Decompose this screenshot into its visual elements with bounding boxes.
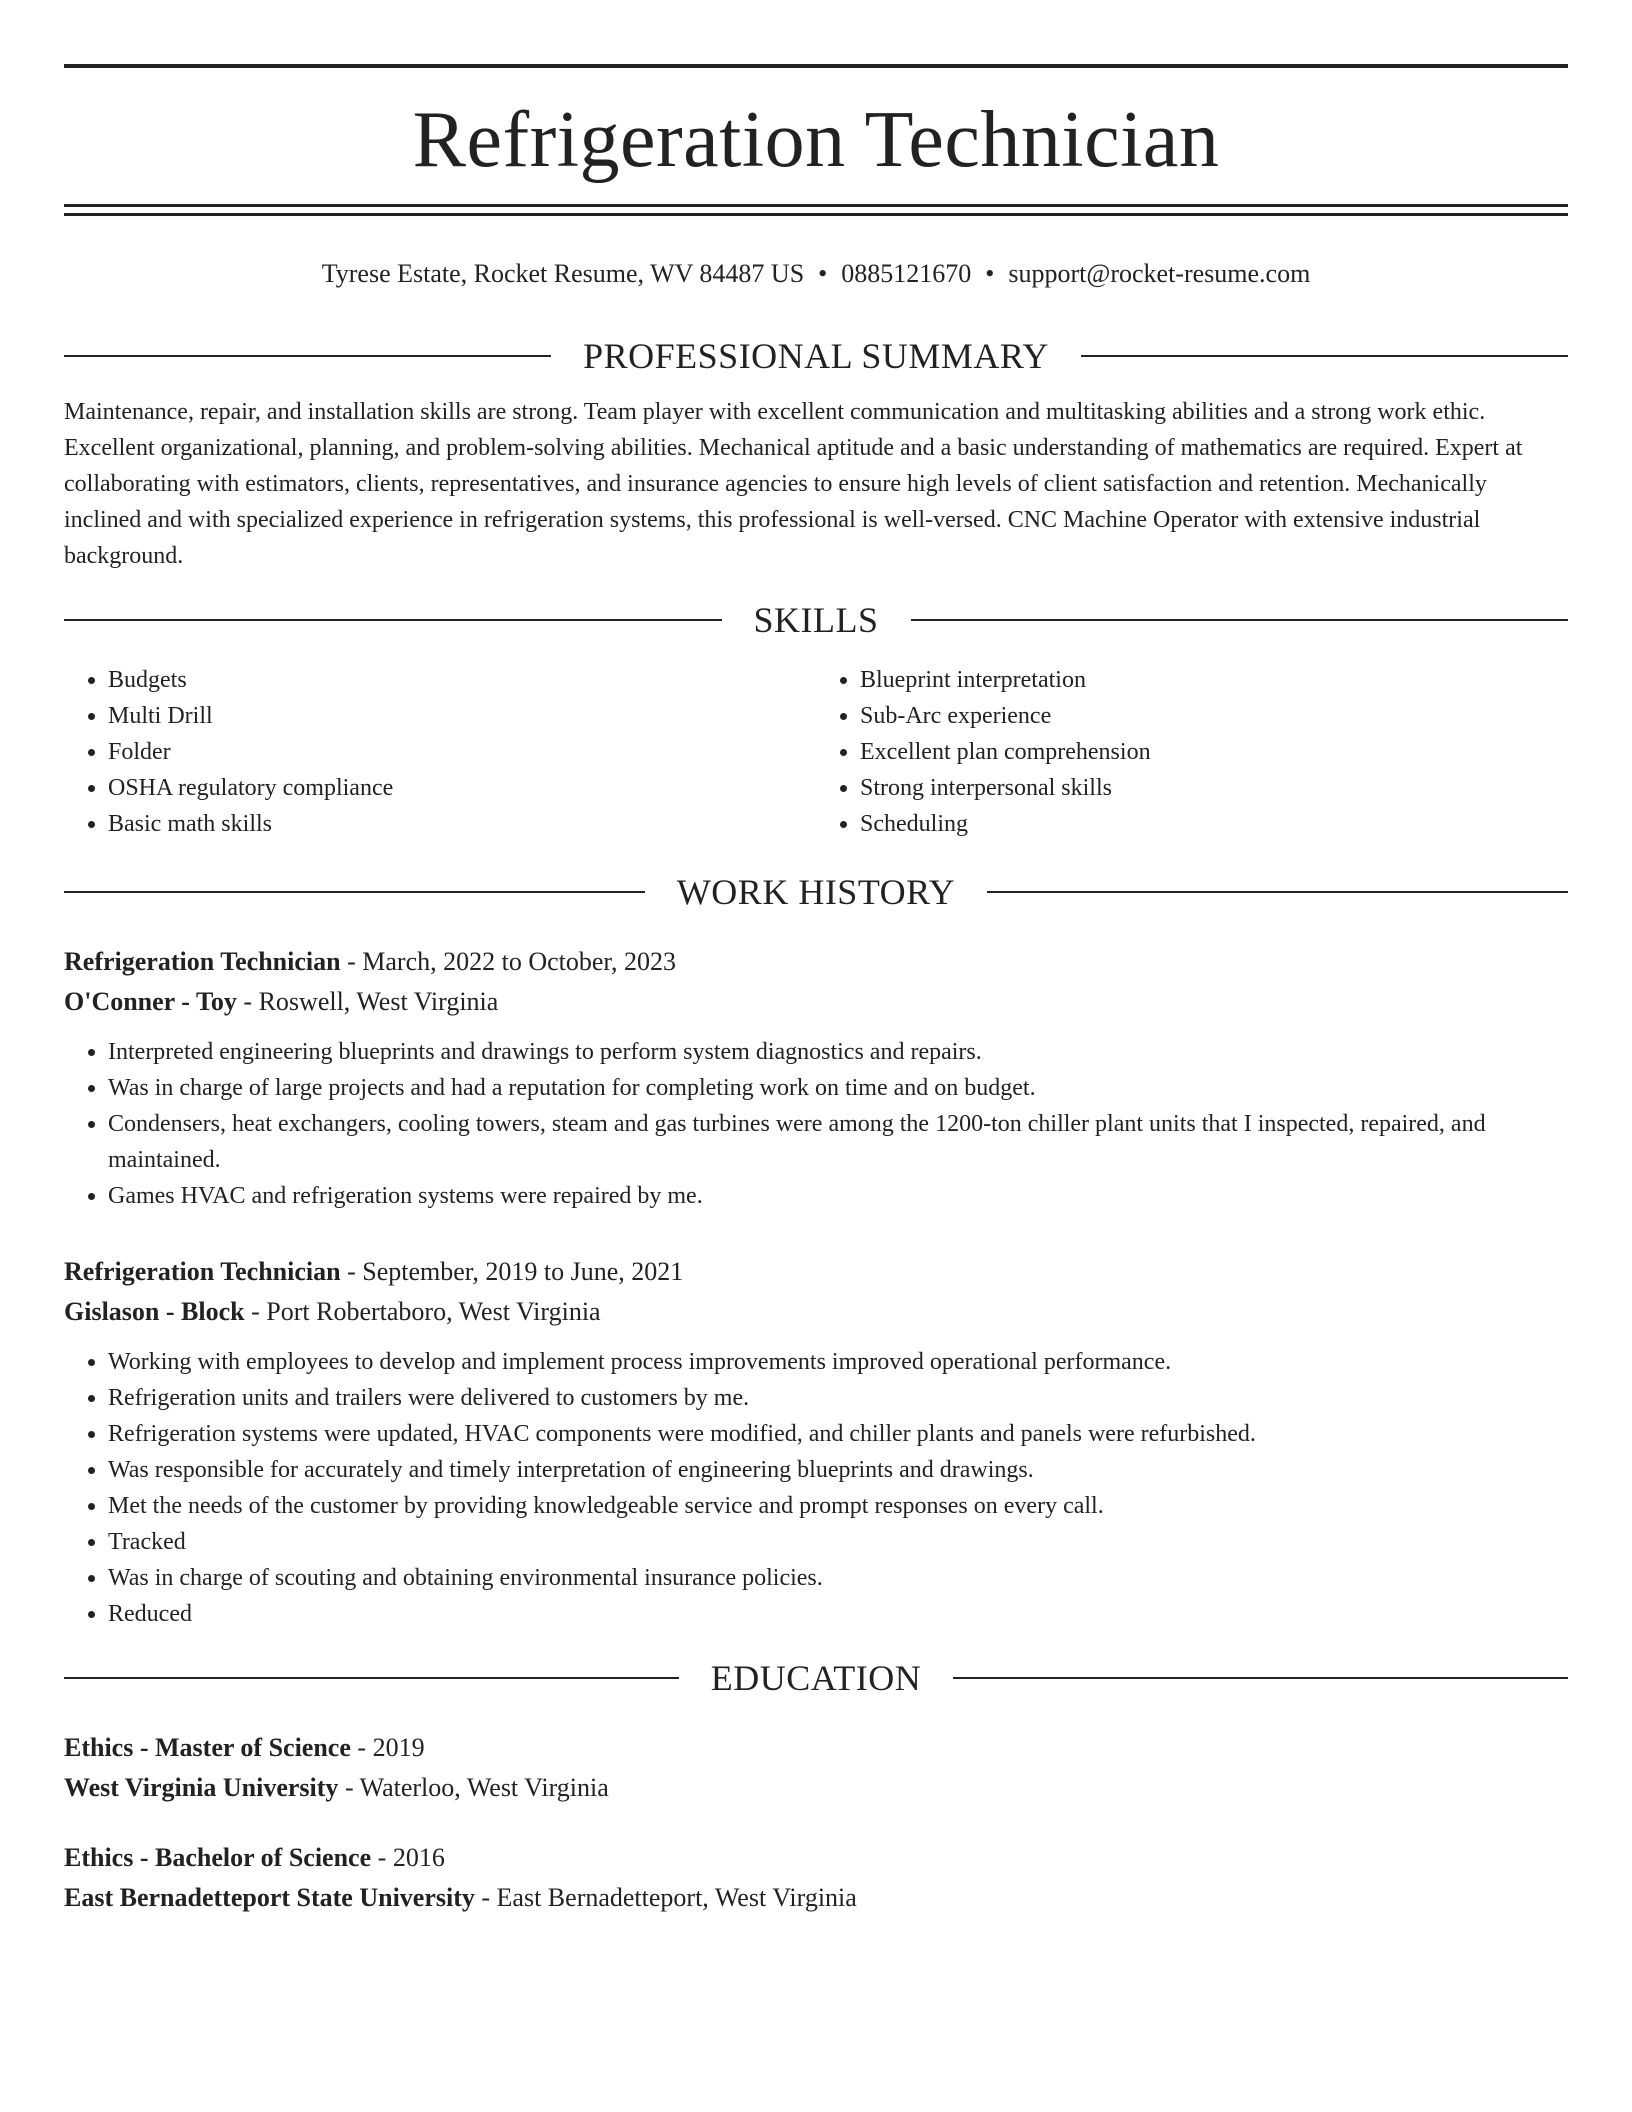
job-bullet: • Condensers, heat exchangers, cooling towers, steam and gas turbines were among the 1200-ton chiller plant units that I inspected, repaired, and maintained. bbox=[108, 1106, 1568, 1178]
summary-text: Maintenance, repair, and installation skills are strong. Team player with excellent communication and multitasking abilities and a strong work ethic. Excellent organizational, planning, and problem-solving abilities. Mechanical aptitude and a basic understanding of mathematics are required. Expert at collaborating with estimators, clients, representatives, and insurance agencies to ensure high levels of client satisfaction and retention. Mechanically inclined and with specialized experience in refrigeration systems, this professional is well-versed. CNC Machine Operator with extensive industrial background. bbox=[64, 399, 1523, 569]
education-year: 2019 bbox=[372, 1733, 425, 1762]
section-rule bbox=[64, 619, 722, 621]
education-school: West Virginia University bbox=[64, 1773, 339, 1802]
skill-item: • Folder bbox=[108, 734, 816, 770]
job-bullets bbox=[64, 1344, 1568, 1632]
education-entry bbox=[64, 1728, 1568, 1808]
section-rule bbox=[987, 891, 1568, 893]
job-bullet: • Refrigeration units and trailers were delivered to customers by me. bbox=[108, 1380, 1568, 1416]
job-bullet: • Met the needs of the customer by providing knowledgeable service and prompt responses on every call. bbox=[108, 1488, 1568, 1524]
contact-line bbox=[64, 254, 1568, 294]
education-degree: Ethics - Bachelor of Science bbox=[64, 1843, 372, 1872]
job-dates: March, 2022 to October, 2023 bbox=[362, 947, 677, 976]
section-rule bbox=[911, 619, 1569, 621]
job-bullet: • Was responsible for accurately and timely interpretation of engineering blueprints and drawings. bbox=[108, 1452, 1568, 1488]
education-school-line: East Bernadetteport State University - East Bernadetteport, West Virginia bbox=[64, 1883, 857, 1912]
education-degree: Ethics - Master of Science bbox=[64, 1733, 351, 1762]
section-rule bbox=[953, 1677, 1568, 1679]
header-rule-upper bbox=[64, 204, 1568, 207]
education-entry bbox=[64, 1838, 1568, 1918]
job-bullet: • Reduced bbox=[108, 1596, 1568, 1632]
education-year: 2016 bbox=[392, 1843, 445, 1872]
job-entry bbox=[64, 942, 1568, 1214]
job-company-line: O'Conner - Toy - Roswell, West Virginia bbox=[64, 987, 499, 1016]
education-degree-line: Ethics - Bachelor of Science - 2016 bbox=[64, 1843, 445, 1872]
section-rule bbox=[64, 1677, 679, 1679]
job-entry bbox=[64, 1252, 1568, 1632]
section-title: EDUCATION bbox=[710, 1658, 922, 1698]
section-header-work bbox=[64, 868, 1568, 916]
top-rule bbox=[64, 64, 1568, 68]
skill-item: • Excellent plan comprehension bbox=[860, 734, 1568, 770]
section-title: WORK HISTORY bbox=[676, 872, 956, 912]
job-bullet: • Working with employees to develop and implement process improvements improved operational performance. bbox=[108, 1344, 1568, 1380]
job-role: Refrigeration Technician bbox=[64, 947, 341, 976]
contact-phone: 0885121670 bbox=[841, 259, 972, 288]
contact-address: Tyrese Estate, Rocket Resume, WV 84487 US bbox=[321, 259, 805, 288]
skill-item: • Scheduling bbox=[860, 806, 1568, 842]
job-role: Refrigeration Technician bbox=[64, 1257, 341, 1286]
section-title: SKILLS bbox=[753, 600, 879, 640]
job-bullet: • Was in charge of large projects and had a reputation for completing work on time and on budget. bbox=[108, 1070, 1568, 1106]
section-header-education bbox=[64, 1654, 1568, 1702]
contact-separator: • bbox=[985, 259, 995, 288]
education-school: East Bernadetteport State University bbox=[64, 1883, 475, 1912]
skill-item: • Blueprint interpretation bbox=[860, 662, 1568, 698]
contact-email: support@rocket-resume.com bbox=[1008, 259, 1311, 288]
section-rule bbox=[1081, 355, 1568, 357]
education-school-line: West Virginia University - Waterloo, West Virginia bbox=[64, 1773, 609, 1802]
section-title: PROFESSIONAL SUMMARY bbox=[583, 336, 1049, 376]
job-dates: September, 2019 to June, 2021 bbox=[362, 1257, 684, 1286]
skill-item: • Sub-Arc experience bbox=[860, 698, 1568, 734]
job-company: Gislason - Block bbox=[64, 1297, 245, 1326]
section-header-summary bbox=[64, 332, 1568, 380]
job-location: Port Robertaboro, West Virginia bbox=[266, 1297, 601, 1326]
section-rule bbox=[64, 891, 645, 893]
job-bullet: • Interpreted engineering blueprints and drawings to perform system diagnostics and repairs. bbox=[108, 1034, 1568, 1070]
job-bullet: • Refrigeration systems were updated, HVAC components were modified, and chiller plants and panels were refurbished. bbox=[108, 1416, 1568, 1452]
skills-list bbox=[64, 662, 1568, 842]
header-rule-lower bbox=[64, 213, 1568, 216]
job-title-line: Refrigeration Technician - September, 2019 to June, 2021 bbox=[64, 1257, 684, 1286]
job-location: Roswell, West Virginia bbox=[258, 987, 499, 1016]
skill-item: • Basic math skills bbox=[108, 806, 816, 842]
job-bullets bbox=[64, 1034, 1568, 1214]
skills-column-right bbox=[816, 662, 1568, 842]
section-rule bbox=[64, 355, 551, 357]
job-bullet: • Games HVAC and refrigeration systems were repaired by me. bbox=[108, 1178, 1568, 1214]
skill-item: • Budgets bbox=[108, 662, 816, 698]
skill-item: • Strong interpersonal skills bbox=[860, 770, 1568, 806]
skill-item: • OSHA regulatory compliance bbox=[108, 770, 816, 806]
job-company-line: Gislason - Block - Port Robertaboro, West Virginia bbox=[64, 1297, 601, 1326]
job-title-line: Refrigeration Technician - March, 2022 to October, 2023 bbox=[64, 947, 677, 976]
skill-item: • Multi Drill bbox=[108, 698, 816, 734]
job-company: O'Conner - Toy bbox=[64, 987, 237, 1016]
skills-column-left bbox=[64, 662, 816, 842]
education-location: East Bernadetteport, West Virginia bbox=[496, 1883, 857, 1912]
education-location: Waterloo, West Virginia bbox=[359, 1773, 609, 1802]
candidate-name: Refrigeration Technician bbox=[412, 96, 1220, 184]
section-header-skills bbox=[64, 596, 1568, 644]
contact-separator: • bbox=[818, 259, 828, 288]
job-bullet: • Tracked bbox=[108, 1524, 1568, 1560]
education-degree-line: Ethics - Master of Science - 2019 bbox=[64, 1733, 425, 1762]
job-bullet: • Was in charge of scouting and obtaining environmental insurance policies. bbox=[108, 1560, 1568, 1596]
